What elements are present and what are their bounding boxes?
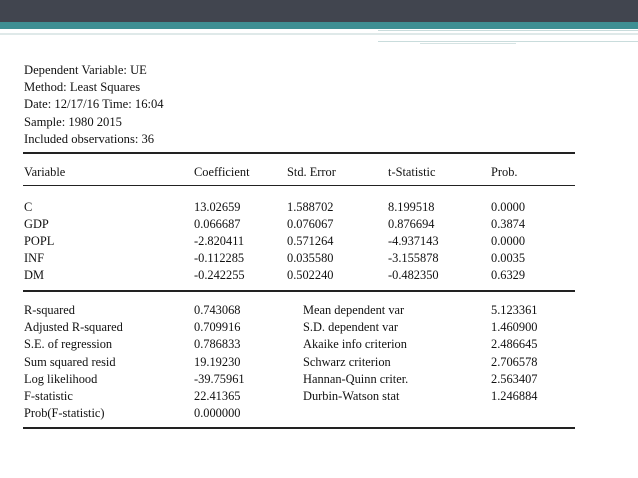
stat-label: S.E. of regression (24, 337, 113, 351)
t-statistic: -4.937143 (388, 234, 439, 248)
header-divider (23, 185, 575, 186)
std-error: 0.035580 (287, 251, 334, 265)
variable-name: INF (24, 251, 44, 265)
table-row (0, 200, 638, 217)
stats-row (0, 303, 638, 320)
stat-value: -39.75961 (194, 372, 245, 386)
column-header: Variable (24, 165, 66, 179)
stats-row (0, 372, 638, 389)
coefficient: -2.820411 (194, 234, 245, 248)
stat-label: Prob(F-statistic) (24, 406, 105, 420)
dependent-variable: Dependent Variable: UE (24, 63, 147, 77)
coefficient: -0.242255 (194, 268, 245, 282)
t-statistic: -3.155878 (388, 251, 439, 265)
table-header-row (0, 165, 638, 182)
probability: 0.6329 (491, 268, 526, 282)
stat-value: 0.743068 (194, 303, 241, 317)
stat-label: Hannan-Quinn criter. (303, 372, 409, 386)
std-error: 0.076067 (287, 217, 334, 231)
stats-row (0, 406, 638, 423)
stats-top-rule (23, 290, 575, 292)
probability: 0.0000 (491, 200, 526, 214)
slide-deco-line-short (420, 40, 516, 44)
stats-row (0, 355, 638, 372)
table-row (0, 217, 638, 234)
stat-label: Sum squared resid (24, 355, 116, 369)
stat-label: Adjusted R-squared (24, 320, 123, 334)
variable-name: DM (24, 268, 44, 282)
t-statistic: 0.876694 (388, 217, 435, 231)
probability: 0.0000 (491, 234, 526, 248)
stat-label: Schwarz criterion (303, 355, 391, 369)
table-top-rule (23, 152, 575, 154)
stat-value: 0.709916 (194, 320, 241, 334)
stat-value: 2.706578 (491, 355, 538, 369)
sample: Sample: 1980 2015 (24, 114, 122, 129)
coefficient: -0.112285 (194, 251, 245, 265)
stat-value: 2.563407 (491, 372, 538, 386)
stat-label: R-squared (24, 303, 75, 317)
table-row (0, 234, 638, 251)
stat-label: Log likelihood (24, 372, 98, 386)
stat-value: 22.41365 (194, 389, 241, 403)
column-header: Coefficient (194, 165, 250, 179)
stat-value: 19.19230 (194, 355, 241, 369)
stat-value: 2.486645 (491, 337, 538, 351)
t-statistic: 8.199518 (388, 200, 435, 214)
column-header: Prob. (491, 165, 518, 179)
stat-value: 0.786833 (194, 337, 241, 351)
column-header: t-Statistic (388, 165, 436, 179)
probability: 0.0035 (491, 251, 526, 265)
table-row (0, 251, 638, 268)
stats-row (0, 389, 638, 406)
std-error: 0.502240 (287, 268, 334, 282)
coefficient: 0.066687 (194, 217, 241, 231)
stat-label: Akaike info criterion (303, 337, 407, 351)
stat-value: 5.123361 (491, 303, 538, 317)
variable-name: C (24, 200, 33, 214)
stat-value: 0.000000 (194, 406, 241, 420)
method: Method: Least Squares (24, 80, 141, 95)
stat-label: S.D. dependent var (303, 320, 398, 334)
stats-row (0, 320, 638, 337)
included-observations: Included observations: 36 (24, 131, 155, 146)
table-bottom-rule (23, 427, 575, 429)
stat-label: Mean dependent var (303, 303, 405, 317)
variable-name: POPL (24, 234, 55, 248)
variable-name: GDP (24, 217, 49, 231)
t-statistic: -0.482350 (388, 268, 439, 282)
probability: 0.3874 (491, 217, 526, 231)
column-header: Std. Error (287, 165, 336, 179)
stats-row (0, 337, 638, 354)
regression-header (24, 62, 164, 148)
std-error: 1.588702 (287, 200, 334, 214)
stat-value: 1.460900 (491, 320, 538, 334)
coefficient: 13.02659 (194, 200, 241, 214)
table-row (0, 268, 638, 285)
slide-top-bar (0, 0, 638, 22)
stat-value: 1.246884 (491, 389, 538, 403)
std-error: 0.571264 (287, 234, 334, 248)
slide-accent-bar (0, 22, 638, 29)
stat-label: F-statistic (24, 389, 73, 403)
date-time: Date: 12/17/16 Time: 16:04 (24, 97, 164, 112)
stat-label: Durbin-Watson stat (303, 389, 400, 403)
